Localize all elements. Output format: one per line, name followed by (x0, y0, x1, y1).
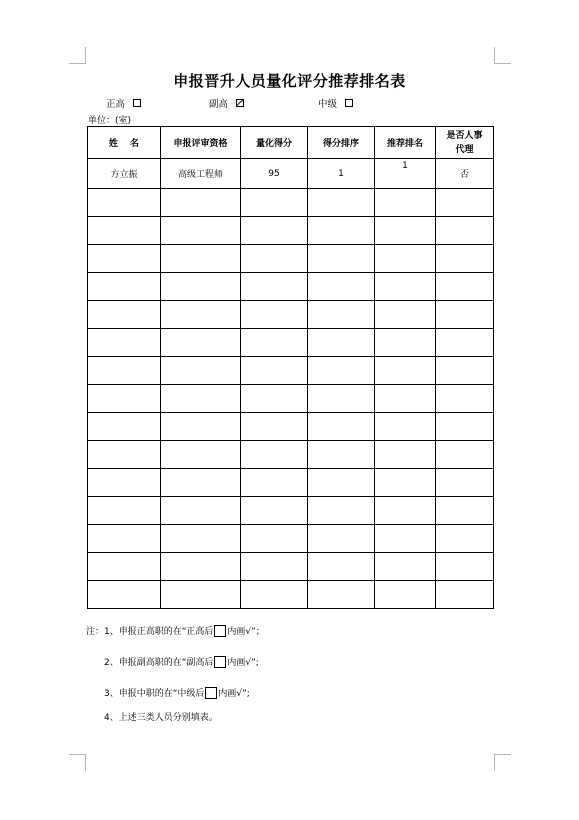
table-row (88, 245, 494, 273)
cell-name[interactable] (88, 217, 161, 245)
header-hr-agency-line1: 是否人事 (446, 130, 483, 141)
cell-name[interactable]: 方立振 (88, 159, 161, 189)
cell-qualification[interactable] (161, 553, 241, 581)
cell-hr-agency[interactable] (436, 217, 494, 245)
cell-hr-agency[interactable]: 否 (436, 159, 494, 189)
cell-name[interactable] (88, 329, 161, 357)
cell-recommend-rank[interactable] (375, 469, 436, 497)
cell-name[interactable] (88, 273, 161, 301)
category-intermediate-label: 中级 (318, 99, 338, 110)
table-row (88, 581, 494, 609)
cell-name[interactable] (88, 525, 161, 553)
cell-hr-agency[interactable] (436, 245, 494, 273)
cell-qualification[interactable] (161, 301, 241, 329)
cell-score-order[interactable] (308, 273, 375, 301)
note-3-checkbox-glyph (205, 687, 217, 699)
category-senior-checkbox[interactable] (133, 99, 141, 107)
header-hr-agency (436, 127, 494, 159)
note-1-text-before: 1、申报正高职的在“正高后 (104, 627, 214, 637)
cell-score[interactable] (241, 581, 308, 609)
cell-name[interactable] (88, 245, 161, 273)
table-row (88, 217, 494, 245)
cell-recommend-rank[interactable] (375, 329, 436, 357)
header-recommend-rank: 推荐排名 (375, 127, 436, 159)
document-title: 申报晋升人员量化评分推荐排名表 (173, 72, 406, 90)
cell-score[interactable] (241, 413, 308, 441)
note-1-text-after: 内画√”； (227, 627, 265, 637)
table-row (88, 273, 494, 301)
cell-score-order[interactable]: 1 (308, 159, 375, 189)
table-row (88, 189, 494, 217)
ranking-table (87, 126, 494, 609)
table-row (88, 441, 494, 469)
category-associate-label: 副高 (209, 99, 229, 110)
cell-name[interactable] (88, 497, 161, 525)
cell-name[interactable] (88, 581, 161, 609)
cell-qualification[interactable] (161, 357, 241, 385)
note-2-text-before: 2、申报副高职的在“副高后 (104, 658, 214, 668)
category-associate-checkbox[interactable] (236, 99, 244, 107)
header-score-order: 得分排序 (308, 127, 375, 159)
cell-recommend-rank[interactable] (375, 413, 436, 441)
cell-recommend-rank[interactable] (375, 553, 436, 581)
cell-qualification[interactable]: 高级工程师 (161, 159, 241, 189)
cell-recommend-rank[interactable] (375, 273, 436, 301)
cell-recommend-rank[interactable] (375, 245, 436, 273)
cell-score-order[interactable] (308, 245, 375, 273)
cell-name[interactable] (88, 553, 161, 581)
note-3-text-after: 内画√”; (218, 689, 250, 699)
cell-hr-agency[interactable] (436, 385, 494, 413)
cell-qualification[interactable] (161, 469, 241, 497)
cell-score[interactable] (241, 245, 308, 273)
note-prefix: 注： (86, 627, 105, 637)
cell-score[interactable] (241, 217, 308, 245)
category-intermediate[interactable] (318, 96, 353, 110)
cell-score[interactable] (241, 553, 308, 581)
cell-score-order[interactable] (308, 525, 375, 553)
cell-qualification[interactable] (161, 581, 241, 609)
cell-name[interactable] (88, 385, 161, 413)
category-intermediate-checkbox[interactable] (345, 99, 353, 107)
table-header-row (88, 127, 494, 159)
note-1-checkbox-glyph (214, 625, 226, 637)
cell-score-order[interactable] (308, 553, 375, 581)
cell-qualification[interactable] (161, 525, 241, 553)
cell-score-order[interactable] (308, 329, 375, 357)
note-2-checkbox-glyph (214, 656, 226, 668)
cell-recommend-rank[interactable]: 1 (375, 159, 436, 189)
cell-hr-agency[interactable] (436, 413, 494, 441)
note-3-text-before: 3、申报中职的在“中级后 (104, 689, 205, 699)
cell-score[interactable]: 95 (241, 159, 308, 189)
cell-qualification[interactable] (161, 329, 241, 357)
category-associate[interactable] (209, 96, 244, 110)
cell-name[interactable] (88, 189, 161, 217)
table-row (88, 301, 494, 329)
cell-recommend-rank[interactable] (375, 441, 436, 469)
category-senior-label: 正高 (106, 99, 126, 110)
header-qualification: 申报评审资格 (161, 127, 241, 159)
cell-qualification[interactable] (161, 385, 241, 413)
cell-score[interactable] (241, 301, 308, 329)
cell-score-order[interactable] (308, 357, 375, 385)
table-row (88, 469, 494, 497)
cell-recommend-rank[interactable] (375, 189, 436, 217)
cell-qualification[interactable] (161, 245, 241, 273)
cell-name[interactable] (88, 469, 161, 497)
cell-score-order[interactable] (308, 189, 375, 217)
header-hr-agency-line2: 代理 (455, 144, 474, 155)
cell-recommend-rank[interactable] (375, 581, 436, 609)
cell-score[interactable] (241, 357, 308, 385)
cell-score-order[interactable] (308, 581, 375, 609)
table-row (88, 553, 494, 581)
page-corner-mark-top-left (69, 47, 86, 64)
table-row (88, 159, 494, 189)
note-item-1 (86, 624, 265, 637)
cell-score[interactable] (241, 525, 308, 553)
cell-hr-agency[interactable] (436, 469, 494, 497)
cell-hr-agency[interactable] (436, 329, 494, 357)
cell-qualification[interactable] (161, 189, 241, 217)
table-row (88, 329, 494, 357)
cell-score-order[interactable] (308, 217, 375, 245)
cell-qualification[interactable] (161, 217, 241, 245)
cell-score[interactable] (241, 329, 308, 357)
table-row (88, 357, 494, 385)
cell-qualification[interactable] (161, 413, 241, 441)
note-2-text-after: 内画√”; (227, 658, 259, 668)
cell-recommend-rank[interactable] (375, 357, 436, 385)
cell-score[interactable] (241, 469, 308, 497)
cell-hr-agency[interactable] (436, 497, 494, 525)
page-corner-mark-bottom-left (69, 754, 86, 771)
cell-hr-agency[interactable] (436, 441, 494, 469)
cell-hr-agency[interactable] (436, 189, 494, 217)
cell-hr-agency[interactable] (436, 581, 494, 609)
header-name: 姓 名 (88, 127, 161, 159)
note-item-2 (104, 655, 259, 668)
cell-score-order[interactable] (308, 441, 375, 469)
table-row (88, 525, 494, 553)
cell-score-order[interactable] (308, 385, 375, 413)
cell-score[interactable] (241, 189, 308, 217)
unit-label: 单位：(室) (88, 116, 132, 126)
cell-score-order[interactable] (308, 301, 375, 329)
header-score: 量化得分 (241, 127, 308, 159)
cell-score[interactable] (241, 441, 308, 469)
table-row (88, 413, 494, 441)
cell-qualification[interactable] (161, 273, 241, 301)
cell-score-order[interactable] (308, 469, 375, 497)
cell-score[interactable] (241, 497, 308, 525)
cell-qualification[interactable] (161, 441, 241, 469)
note-4-text: 4、上述三类人员分别填表。 (104, 713, 218, 723)
cell-recommend-rank[interactable] (375, 385, 436, 413)
cell-name[interactable] (88, 301, 161, 329)
cell-name[interactable] (88, 441, 161, 469)
cell-name[interactable] (88, 413, 161, 441)
cell-hr-agency[interactable] (436, 273, 494, 301)
cell-score-order[interactable] (308, 497, 375, 525)
page-corner-mark-top-right (494, 47, 511, 64)
cell-score[interactable] (241, 273, 308, 301)
cell-recommend-rank[interactable] (375, 217, 436, 245)
page-corner-mark-bottom-right (494, 754, 511, 771)
table-row (88, 385, 494, 413)
category-senior[interactable] (106, 96, 141, 110)
cell-name[interactable] (88, 357, 161, 385)
cell-qualification[interactable] (161, 497, 241, 525)
cell-score-order[interactable] (308, 413, 375, 441)
cell-recommend-rank[interactable] (375, 497, 436, 525)
cell-hr-agency[interactable] (436, 357, 494, 385)
note-item-3 (104, 686, 250, 699)
cell-hr-agency[interactable] (436, 525, 494, 553)
note-item-4 (104, 710, 218, 723)
cell-hr-agency[interactable] (436, 301, 494, 329)
cell-recommend-rank[interactable] (375, 301, 436, 329)
cell-recommend-rank[interactable] (375, 525, 436, 553)
cell-hr-agency[interactable] (436, 553, 494, 581)
table-row (88, 497, 494, 525)
cell-score[interactable] (241, 385, 308, 413)
